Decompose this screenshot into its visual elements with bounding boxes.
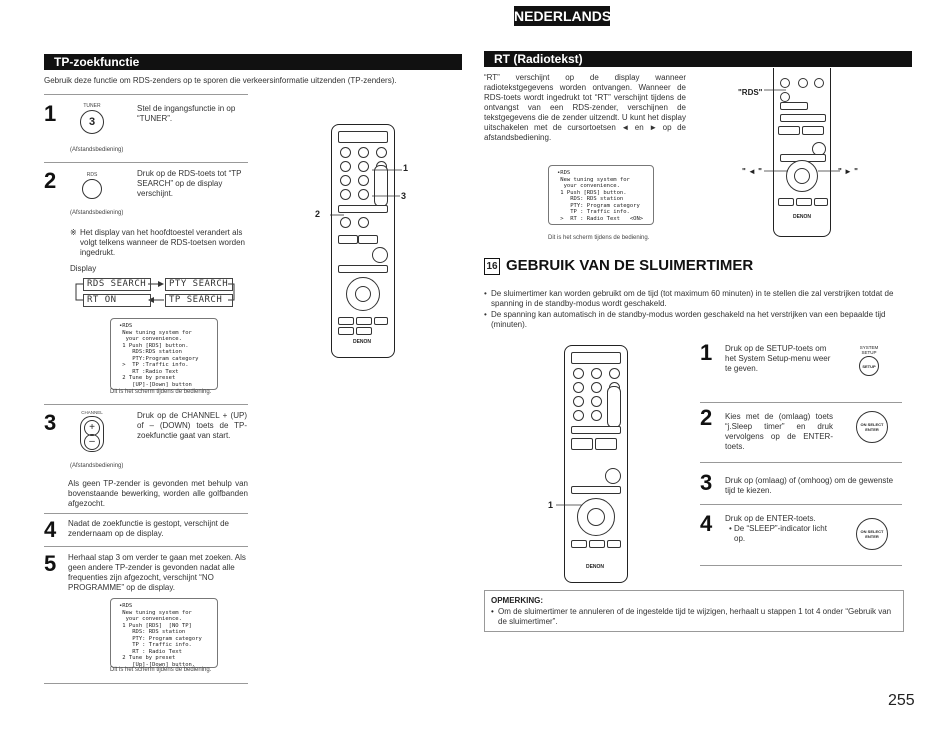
callout-lines (320, 160, 410, 230)
left-arrow-callout: " ◄ " (742, 167, 762, 176)
bullet: • (484, 310, 487, 319)
callout-3: 3 (401, 191, 407, 201)
display-rds-search: RDS SEARCH (83, 278, 151, 291)
sleep-step2-text: Kies met de (omlaag) toets “j.Sleep timer” en druk vervolgens op de ENTER-toets. (725, 412, 833, 451)
note-mark: ※ (70, 228, 77, 237)
step2-text: Druk op de RDS-toets tot “TP SEARCH” op de display verschijnt. (137, 169, 242, 198)
icon-label: CHANNEL (81, 410, 103, 415)
callout-1: 1 (548, 500, 554, 510)
rds-callout: "RDS" (738, 88, 763, 97)
divider (700, 504, 902, 505)
onscreen-display: •RDS New tuning system for your convenience. 1 Push [RDS] [NO TP] RDS: RDS station PTY: Program category TP : Traffic info. RT : Radio Text 2 Tune by preset [Up]-[Down] button. (110, 598, 218, 668)
page-number: 255 (888, 692, 915, 709)
remote-caption: (Afstandsbediening) (70, 463, 124, 469)
step-number: 3 (44, 410, 57, 435)
step3-text: Druk op de CHANNEL + (UP) of – (DOWN) toets de TP-zoekfunctie gaat van start. (137, 411, 247, 440)
sleep-step1-text: Druk op de SETUP-toets om het System Setup-menu weer te geven. (725, 344, 831, 373)
rds-icon (78, 172, 106, 200)
onscreen-display: •RDS New tuning system for your convenience. 1 Push [RDS] button. RDS: RDS station PTY: Program category TP : Traffic info. > RT : Radio Text <ON> (548, 165, 654, 225)
section-number-box: 16 (484, 258, 500, 275)
note-text: Om de sluimertimer te annuleren of de ingestelde tijd te wijzigen, herhaalt u stappen 1 tot 4 onder “Gebruik van de sluimertimer”. (498, 607, 892, 626)
right-arrow-callout: " ► " (838, 167, 858, 176)
screen-caption: Dit is het scherm tijdens de bediening. (110, 667, 212, 673)
sleep-section-title: GEBRUIK VAN DE SLUIMERTIMER (506, 257, 754, 274)
step4-text: Nadat de zoekfunctie is gestopt, verschijnt de zendernaam op de display. (68, 519, 229, 538)
remote-caption: (Afstandsbediening) (70, 210, 124, 216)
step2-note: Het display van het hoofdtoestel verandert als volgt telkens wanneer de RDS-toetsen worden ingedrukt. (80, 228, 245, 257)
language-tab: NEDERLANDS (514, 8, 612, 24)
display-tp-search: TP SEARCH (165, 294, 233, 307)
step-number: 4 (44, 517, 57, 542)
note-title: OPMERKING: (491, 596, 543, 605)
enter-button-icon: ON SELECT ENTER (856, 411, 888, 443)
setup-button-icon: SETUP (859, 356, 879, 376)
rt-section-title: RT (Radiotekst) (484, 51, 912, 67)
step-number: 5 (44, 551, 57, 576)
sleep-step4-text: Druk op de ENTER-toets. (725, 514, 816, 523)
step-number: 4 (700, 511, 713, 536)
bullet: • (491, 607, 494, 616)
display-label: Display (70, 264, 97, 273)
display-rt-on: RT ON (83, 294, 151, 307)
remote-caption: (Afstandsbediening) (70, 147, 124, 153)
screen-caption: Dit is het scherm tijdens de bediening. (110, 389, 212, 395)
callout-2: 2 (315, 209, 321, 219)
step-number: 2 (700, 405, 713, 430)
numeric-key-3-icon: 3 (80, 110, 104, 134)
rds-button-icon (82, 179, 102, 199)
icon-label: TUNER (83, 103, 101, 109)
divider (700, 565, 902, 566)
brand-logo: DENON (792, 214, 812, 220)
screen-caption: Dit is het scherm tijdens de bediening. (548, 235, 650, 241)
step1-text: Stel de ingangsfunctie in op “TUNER”. (137, 104, 236, 123)
divider (700, 462, 902, 463)
sleep-bullet-1: De sluimertimer kan worden gebruikt om de tijd (tot maximum 60 minuten) in te stellen die zal verstrijken totdat de spanning in de standby-modus wordt geschakeld. (491, 289, 894, 308)
bullet: • (729, 524, 732, 533)
sleep-step4-bullet: De “SLEEP”-indicator licht op. (734, 524, 827, 543)
callout-lines (760, 166, 850, 176)
enter-button-icon: ON SELECT ENTER (856, 518, 888, 550)
divider (44, 513, 248, 514)
rt-text: “RT” verschijnt op de display wanneer radiotekstgegevens worden ontvangen. Wanneer de RDS-toets wordt ingedrukt tot “RT” verschijnt tijdens de ontvangst van een RDS-zender, verschijnen de tekstgegevens die de zender uitzendt. U kunt het display uitschakelen met de cursortoetsen ◄ en ► op de afstandsbediening. (484, 73, 686, 142)
brand-logo: DENON (352, 339, 372, 345)
divider (700, 402, 902, 403)
divider (44, 683, 248, 684)
step5-text: Herhaal stap 3 om verder te gaan met zoeken. Als geen andere TP-zender is gevonden nadat alle frequenties zijn afgezocht, verschijnt “NO PROGRAMME” op de display. (68, 553, 246, 592)
onscreen-display: •RDS New tuning system for your convenience. 1 Push [RDS] button. RDS:RDS station PTY:Program category > TP :Traffic info. RT :Radio Text 2 Tune by preset [UP]-[Down] button (110, 318, 218, 390)
channel-icon (76, 410, 108, 453)
channel-rocker-icon: + – (80, 416, 104, 452)
callout-1: 1 (403, 163, 409, 173)
tp-intro: Gebruik deze functie om RDS-zenders op te sporen die verkeersinformatie uitzenden (TP-zenders). (44, 76, 397, 85)
divider (44, 94, 248, 95)
step-number: 1 (44, 101, 57, 126)
step-number: 1 (700, 340, 713, 365)
divider (44, 546, 248, 547)
sleep-step3-text: Druk op (omlaag) of (omhoog) om de gewenste tijd te kiezen. (725, 476, 894, 495)
divider (44, 162, 248, 163)
divider (44, 404, 248, 405)
setup-icon (856, 345, 882, 377)
brand-logo: DENON (585, 564, 605, 570)
display-pty-search: PTY SEARCH (165, 278, 233, 291)
callout-lines (556, 500, 586, 510)
callout-lines (760, 85, 790, 95)
sleep-bullet-2: De spanning kan automatisch in de standby-modus worden geschakeld na het verstrijken van een bepaalde tijd (minuten). (491, 310, 886, 329)
tuner-icon (78, 103, 106, 135)
icon-label: SYSTEM SETUP (859, 345, 879, 355)
note-box (484, 590, 904, 632)
step3-extra: Als geen TP-zender is gevonden met behulp van bovenstaande bewerking, worden alle golfbanden afgezocht. (68, 479, 248, 508)
bullet: • (484, 289, 487, 298)
remote-control-illustration (564, 345, 628, 583)
step-number: 2 (44, 168, 57, 193)
step-number: 3 (700, 470, 713, 495)
tp-section-title: TP-zoekfunctie (44, 54, 462, 70)
icon-label: RDS (86, 172, 98, 178)
